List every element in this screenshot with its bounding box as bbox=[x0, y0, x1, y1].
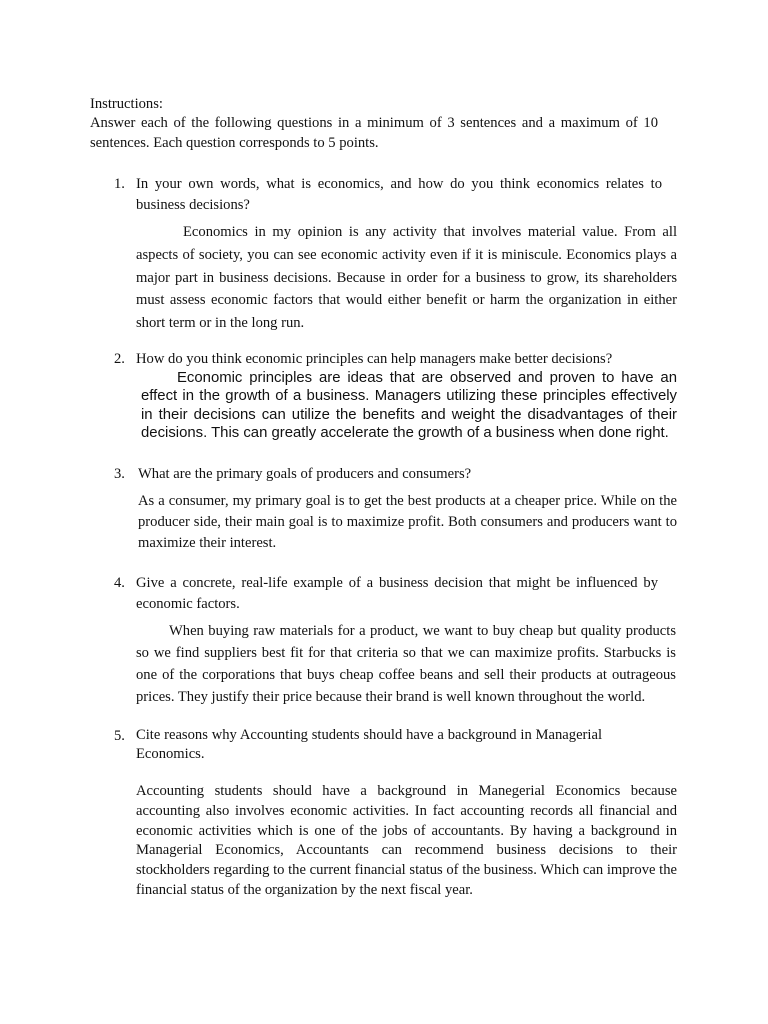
instructions-heading: Instructions: bbox=[90, 96, 163, 112]
question-number: 3. bbox=[114, 466, 125, 482]
question-number: 5. bbox=[114, 728, 125, 744]
question-text: Give a concrete, real-life example of a business decision that might be influenced by economic factors. bbox=[136, 575, 658, 612]
question-number: 1. bbox=[114, 176, 125, 192]
question-text: What are the primary goals of producers and consumers? bbox=[138, 466, 472, 482]
answer-text: Economic principles are ideas that are observed and proven to have an effect in the growth of a business. Managers utilizing these principles effectively in their decisions can utilize the benefits and weight the disadvantages of their decisions. This can greatly accelerate the growth of a business when done right. bbox=[141, 370, 677, 441]
question-text: In your own words, what is economics, and how do you think economics relates to business decisions? bbox=[136, 176, 662, 213]
answer-text: As a consumer, my primary goal is to get the best products at a cheaper price. While on the producer side, their main goal is to maximize profit. Both consumers and producers want to maximize their interest. bbox=[138, 493, 677, 552]
question-text: How do you think economic principles can help managers make better decisions? bbox=[136, 351, 613, 367]
answer-text: Economics in my opinion is any activity that involves material value. From all aspects of society, you can see economic activity even if it is miniscule. Economics plays a major part in business decisions. Because in order for a business to grow, its shareholders must assess economic factors that would either benefit or harm the organization in either short term or in the long run. bbox=[136, 224, 677, 332]
question-number: 2. bbox=[114, 351, 125, 367]
instructions-body: Answer each of the following questions in a minimum of 3 sentences and a maximum of 10 sentences. Each question corresponds to 5 points. bbox=[90, 115, 658, 151]
answer-text: When buying raw materials for a product, we want to buy cheap but quality products so we find suppliers best fit for that criteria so that we can maximize profits. Starbucks is one of the corporations that buys cheap coffee beans and sell their products at outrageous prices. They justify their price because their brand is well known throughout the world. bbox=[136, 623, 676, 705]
question-text: Cite reasons why Accounting students should have a background in Managerial Economics. bbox=[136, 727, 602, 762]
answer-text: Accounting students should have a background in Manegerial Economics because accounting also involves economic activities. In fact accounting records all financial and economic activities which is one of the jobs of accountants. By having a background in Managerial Economics, Accountants can recommend business decisions to their stockholders regarding to the current financial status of the business. Which can improve the financial status of the organization by the next fiscal year. bbox=[136, 783, 677, 898]
question-number: 4. bbox=[114, 575, 125, 591]
